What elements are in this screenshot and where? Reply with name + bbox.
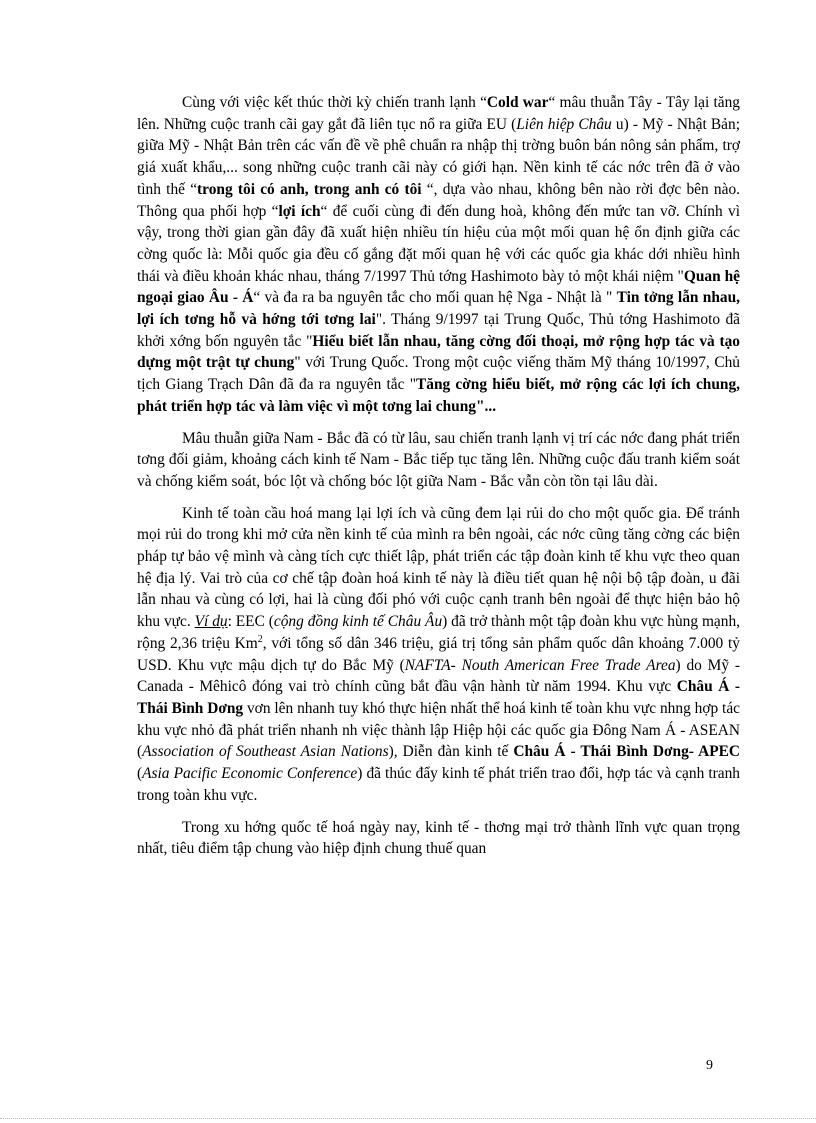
paragraph-internationalization <box>137 817 740 860</box>
text-run: trong tôi có anh, trong anh có tôi <box>197 180 422 198</box>
text-run: “ để cuối cùng đi đến dung hoà, không đến mức tan vỡ. Chính vì vậy, trong thời gian gần đây đã xuất hiện nhiều tín hiệu của một mối quan hệ ổn định giữa các cờng quốc là: Mỗi quốc gia đều cố gắng đặt mối quan hệ với các quốc gia khác dới nhiều hình thái và điều khoản khác nhau, tháng 7/1997 Thủ tớng Hashimoto bày tỏ một khái niệm " <box>137 202 740 285</box>
text-run: Association of Southeast Asian Nations <box>142 743 389 761</box>
text-run: Cold war <box>486 94 549 111</box>
text-run: ( <box>137 765 143 783</box>
paragraph-globalization <box>137 503 740 807</box>
text-run: cộng đồng kinh tế Châu Âu <box>273 613 443 631</box>
text-run: Tăng cờng hiểu biết, mở rộng các lợi ích chung, phát triển hợp tác và làm việc vì một tơng lai chung"... <box>137 376 740 415</box>
text-run: “ mâu thuẫn Tây - Tây lại tăng lên. Những cuộc tranh cãi gay gắt đã liên tục nổ ra giữa EU ( <box>137 94 740 133</box>
text-run: Mâu thuẫn giữa Nam - Bắc đã có từ lâu, sau chiến tranh lạnh vị trí các nớc đang phát triển tơng đối giảm, khoảng cách kinh tế Nam - Bắc tiếp tục tăng lên. Những cuộc đấu tranh kiểm soát và chống kiểm soát, bóc lột và chống bóc lột giữa Nam - Bắc vẫn còn tồn tại lâu dài. <box>137 429 740 490</box>
text-run: vơn lên nhanh tuy khó thực hiện nhất thể hoá kinh tế toàn khu vực nhng hợp tác khu vực nhỏ đã phát triển nhanh nh việc thành lập Hiệp hội các quốc gia Đông Nam Á - ASEAN ( <box>137 699 740 761</box>
text-run: u) - Mỹ - Nhật Bản; giữa Mỹ - Nhật Bản trên các vấn đề về phê chuẩn ra nhập thị trờng buôn bán nông sản phẩm, trợ giá xuất khẩu,... song những cuộc tranh cãi này có giới hạn. Nền kinh tế các nớc trên đã ở vào tình thế “ <box>137 115 740 198</box>
text-run: lợi ích <box>278 202 321 220</box>
text-run: Tin tởng lẫn nhau, lợi ích tơng hỗ và hớng tới tơng lai <box>137 289 740 329</box>
text-run: Quan hệ ngoại giao Âu - Á <box>137 267 741 307</box>
text-run: 2 <box>257 633 263 645</box>
footer-divider <box>0 1118 816 1119</box>
text-run: , với tổng số dân 346 triệu, giá trị tổng sản phẩm quốc dân khoảng 7.000 tỷ USD. Khu vực mậu dịch tự do Bắc Mỹ ( <box>137 634 740 674</box>
text-run: Châu Á - Thái Bình Dơng- APEC <box>513 743 740 761</box>
text-run: Asia Pacific Economic Conference <box>142 765 358 783</box>
text-run: “, dựa vào nhau, không bên nào rời đợc bên nào. Thông qua phối hợp “ <box>137 180 740 220</box>
text-run: ) đã thúc đẩy kinh tế phát triển trao đổi, hợp tác và cạnh tranh trong toàn khu vực. <box>137 765 740 804</box>
text-run: Liên hiệp Châu <box>516 115 612 133</box>
text-run: " với Trung Quốc. Trong một cuộc viếng thăm Mỹ tháng 10/1997, Chủ tịch Giang Trạch Dân đã đa ra nguyên tắc " <box>137 354 740 394</box>
text-run: ) đã trở thành một tập đoàn khu vực hùng mạnh, rộng 2,36 triệu Km <box>137 613 740 652</box>
page-number: 9 <box>706 1058 713 1073</box>
text-run: ) do Mỹ - Canada - Mêhicô đóng vai trò chính cũng bắt đầu vận hành từ năm 1994. Khu vực <box>137 656 740 696</box>
text-run: Châu Á - Thái Bình Dơng <box>137 678 740 717</box>
document-body <box>137 92 740 870</box>
text-run: ". Tháng 9/1997 tại Trung Quốc, Thủ tớng Hashimoto đã khởi xớng bốn nguyên tắc " <box>137 311 740 350</box>
text-run: “ và đa ra ba nguyên tắc cho mối quan hệ Nga - Nhật là " <box>253 289 617 307</box>
text-run: Cùng với việc kết thúc thời kỳ chiến tranh lạnh “ <box>182 94 487 111</box>
text-run: : EEC ( <box>227 613 274 631</box>
text-run: Trong xu hớng quốc tế hoá ngày nay, kinh tế - thơng mại trở thành lĩnh vực quan trọng nhất, tiêu điểm tập chung vào hiệp định chung thuế quan <box>137 818 740 858</box>
paragraph-cold-war <box>137 92 740 418</box>
text-run: Ví dụ <box>194 613 228 631</box>
paragraph-north-south <box>137 428 740 493</box>
text-run: Hiểu biết lẫn nhau, tăng cờng đối thoại, mở rộng hợp tác và tạo dựng một trật tự chung <box>137 332 740 372</box>
text-run: NAFTA- Nouth American Free Trade Area <box>404 656 676 674</box>
text-run: Kinh tế toàn cầu hoá mang lại lợi ích và cũng đem lại rủi do cho một quốc gia. Để tránh mọi rủi do trong khi mở cửa nền kinh tế của mình ra bên ngoài, các nớc cũng tăng cờng các biện pháp tự bảo vệ mình và càng tích cực thiết lập, phát triển các tập đoàn kinh tế khu vực theo quan hệ địa lý. Vai trò của cơ chế tập đoàn hoá kinh tế này là điều tiết quan hệ nội bộ tập đoàn, u đãi lẫn nhau và cùng có lợi, hai là cùng đối phó với cuộc cạnh tranh bên ngoài để thực hiện bảo hộ khu vực. <box>137 504 740 631</box>
text-run: ), Diễn đàn kinh tế <box>388 743 514 761</box>
